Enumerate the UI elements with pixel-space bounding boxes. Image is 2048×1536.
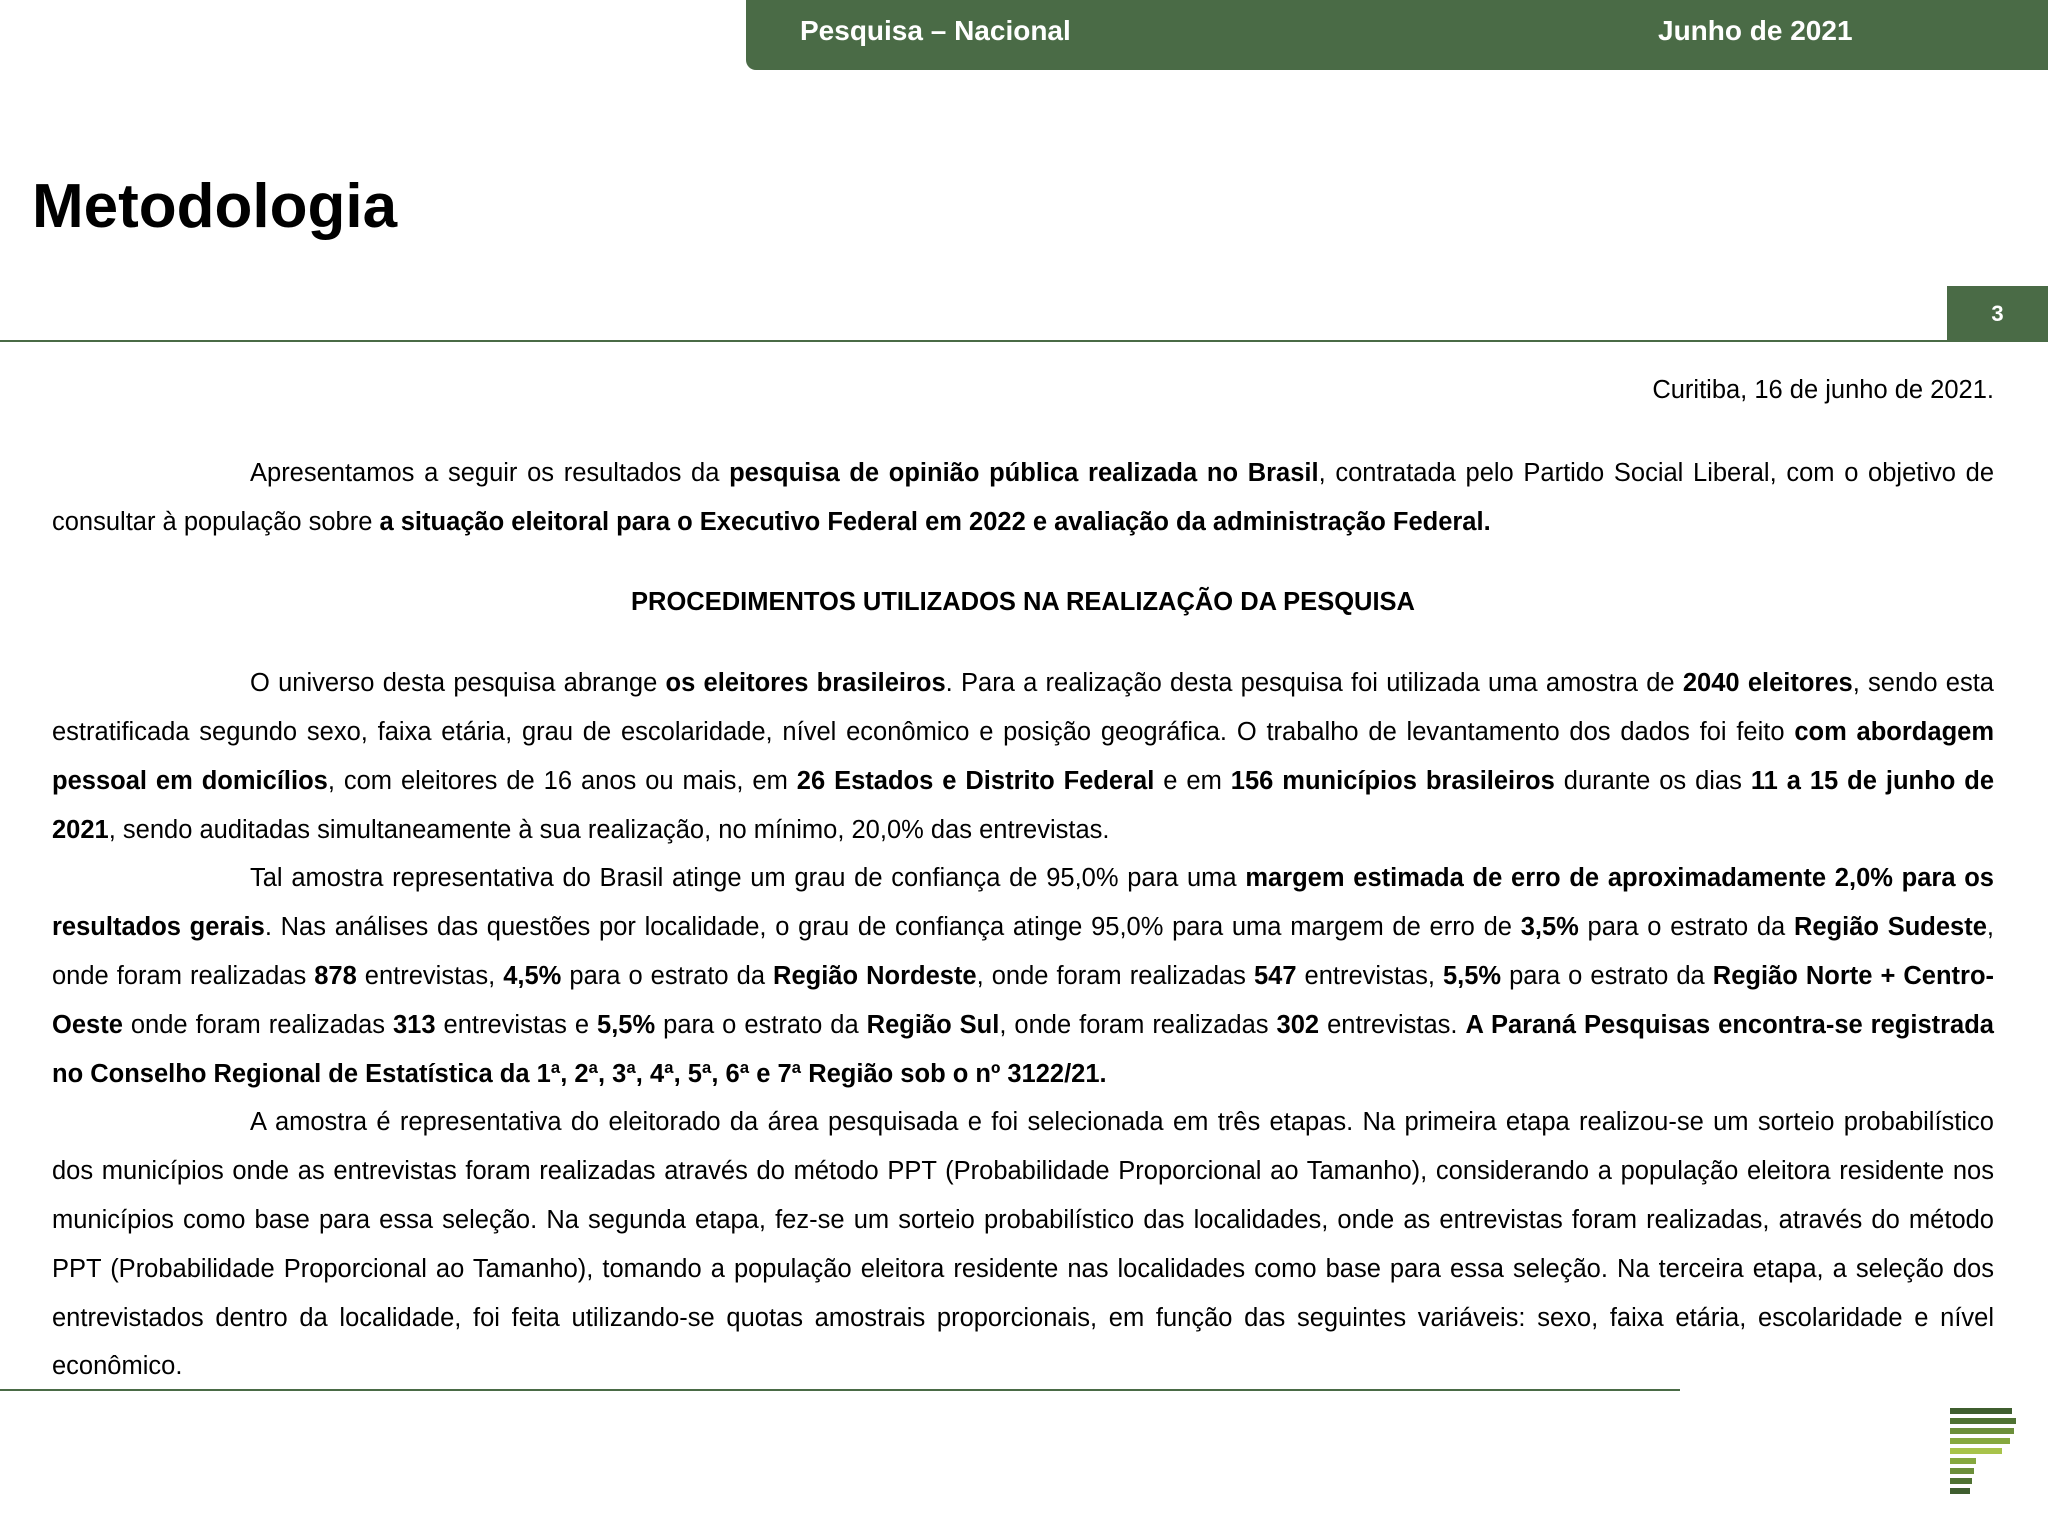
bold-text-run: 156 municípios brasileiros <box>1230 766 1555 795</box>
text-run: e em <box>1154 766 1231 795</box>
intro-paragraph <box>52 449 1994 547</box>
text-run: entrevistas, <box>1296 961 1443 990</box>
bold-text-run: 5,5% <box>597 1010 656 1039</box>
text-run: . Nas análises das questões por localidade, o grau de confiança atinge 95,0% para uma margem de erro de <box>264 913 1521 942</box>
text-run: O universo desta pesquisa abrange <box>250 669 666 698</box>
text-run: , sendo auditadas simultaneamente à sua realização, no mínimo, 20,0% das entrevistas. <box>108 815 1110 844</box>
survey-label: Pesquisa – Nacional <box>800 15 1071 46</box>
dateline: Curitiba, 16 de junho de 2021. <box>1652 376 1994 404</box>
bold-text-run: pesquisa de opinião pública realizada no Brasil <box>729 458 1319 487</box>
header-bar <box>746 0 2048 70</box>
bold-text-run: Região Sul <box>866 1010 1000 1039</box>
text-run: , onde foram realizadas <box>976 961 1254 990</box>
text-run: , onde foram realizadas <box>999 1010 1277 1039</box>
text-run: , sendo esta estratificada segundo sexo, faixa etária, grau de escolaridade, nível econômico e posição geográfica. O trabalho de levantamento dos dados foi feito <box>52 669 1994 746</box>
bold-text-run: com abordagem pessoal em domicílios <box>52 717 1995 795</box>
bold-text-run: 547 <box>1253 961 1297 990</box>
bold-text-run: Região Nordeste <box>773 961 977 990</box>
text-run: Apresentamos a seguir os resultados da <box>250 458 730 487</box>
text-run: , onde foram realizadas <box>52 913 1994 990</box>
bold-text-run: a situação eleitoral para o Executivo Federal em 2022 e avaliação da administração Federal. <box>379 507 1491 536</box>
report-date-label: Junho de 2021 <box>1658 15 1853 46</box>
text-run: entrevistas. <box>1319 1010 1466 1039</box>
text-run: para o estrato da <box>561 961 774 990</box>
text-run: para o estrato da <box>1501 961 1713 990</box>
text-run: entrevistas e <box>435 1010 598 1039</box>
section-heading: PROCEDIMENTOS UTILIZADOS NA REALIZAÇÃO DA PESQUISA <box>631 588 1415 617</box>
bold-text-run: Região Sudeste <box>1793 913 1987 942</box>
bold-text-run: 5,5% <box>1442 961 1502 990</box>
bold-text-run: 302 <box>1276 1010 1320 1039</box>
sampling-stages-paragraph <box>52 1098 1994 1391</box>
bold-text-run: 3,5% <box>1520 913 1579 942</box>
footer-divider <box>0 1389 1680 1391</box>
text-run: onde foram realizadas <box>122 1010 393 1039</box>
text-run: durante os dias <box>1554 766 1751 795</box>
text-run: , com eleitores de 16 anos ou mais, em <box>327 766 797 795</box>
text-run: Tal amostra representativa do Brasil atinge um grau de confiança de 95,0% para uma <box>250 864 1246 893</box>
bold-text-run: 11 a 15 de junho de 2021 <box>52 766 1994 844</box>
bold-text-run: A Paraná Pesquisas encontra-se registrada no Conselho Regional de Estatística da 1ª, 2ª, 3ª, 4ª, 5ª, 6ª e 7ª Região sob o nº 3122/21. <box>52 1010 1994 1088</box>
bold-text-run: 878 <box>314 961 357 990</box>
bold-text-run: 2040 eleitores <box>1682 669 1853 698</box>
page-number-badge: 3 <box>1947 286 2048 341</box>
bold-text-run: 26 Estados e Distrito Federal <box>796 766 1155 795</box>
document-body <box>52 366 1994 1391</box>
bold-text-run: margem estimada de erro de aproximadamente 2,0% para os resultados gerais <box>52 864 1994 942</box>
text-run: , contratada pelo Partido Social Liberal, com o objetivo de consultar à população sobre <box>52 458 1994 536</box>
bold-text-run: 313 <box>393 1010 436 1039</box>
text-run: para o estrato da <box>655 1010 867 1039</box>
text-run: entrevistas, <box>356 961 504 990</box>
universe-paragraph <box>52 659 1994 854</box>
text-run: . Para a realização desta pesquisa foi utilizada uma amostra de <box>945 669 1683 698</box>
title-divider <box>0 340 2048 342</box>
page-title: Metodologia <box>32 172 398 241</box>
bold-text-run: 4,5% <box>503 961 562 990</box>
margin-of-error-paragraph <box>52 854 1994 1098</box>
bold-text-run: Região Norte + Centro-Oeste <box>52 961 1995 1039</box>
parana-pesquisas-logo-icon <box>1950 1404 2018 1500</box>
text-run: para o estrato da <box>1578 913 1794 942</box>
text-run: A amostra é representativa do eleitorado da área pesquisada e foi selecionada em três etapas. Na primeira etapa realizou-se um sorteio probabilístico dos municípios onde as entrevistas foram realizadas através do método PPT (Probabilidade Proporcional ao Tamanho), considerando a população eleitora residente nos municípios como base para essa seleção. Na segunda etapa, fez-se um sorteio probabilístico das localidades, onde as entrevistas foram realizadas, através do método PPT (Probabilidade Proporcional ao Tamanho), tomando a população eleitora residente nas localidades como base para essa seleção. Na terceira etapa, a seleção dos entrevistados dentro da localidade, foi feita utilizando-se quotas amostrais proporcionais, em função das seguintes variáveis: sexo, faixa etária, escolaridade e nível econômico. <box>52 1108 1994 1381</box>
bold-text-run: os eleitores brasileiros <box>665 669 946 698</box>
